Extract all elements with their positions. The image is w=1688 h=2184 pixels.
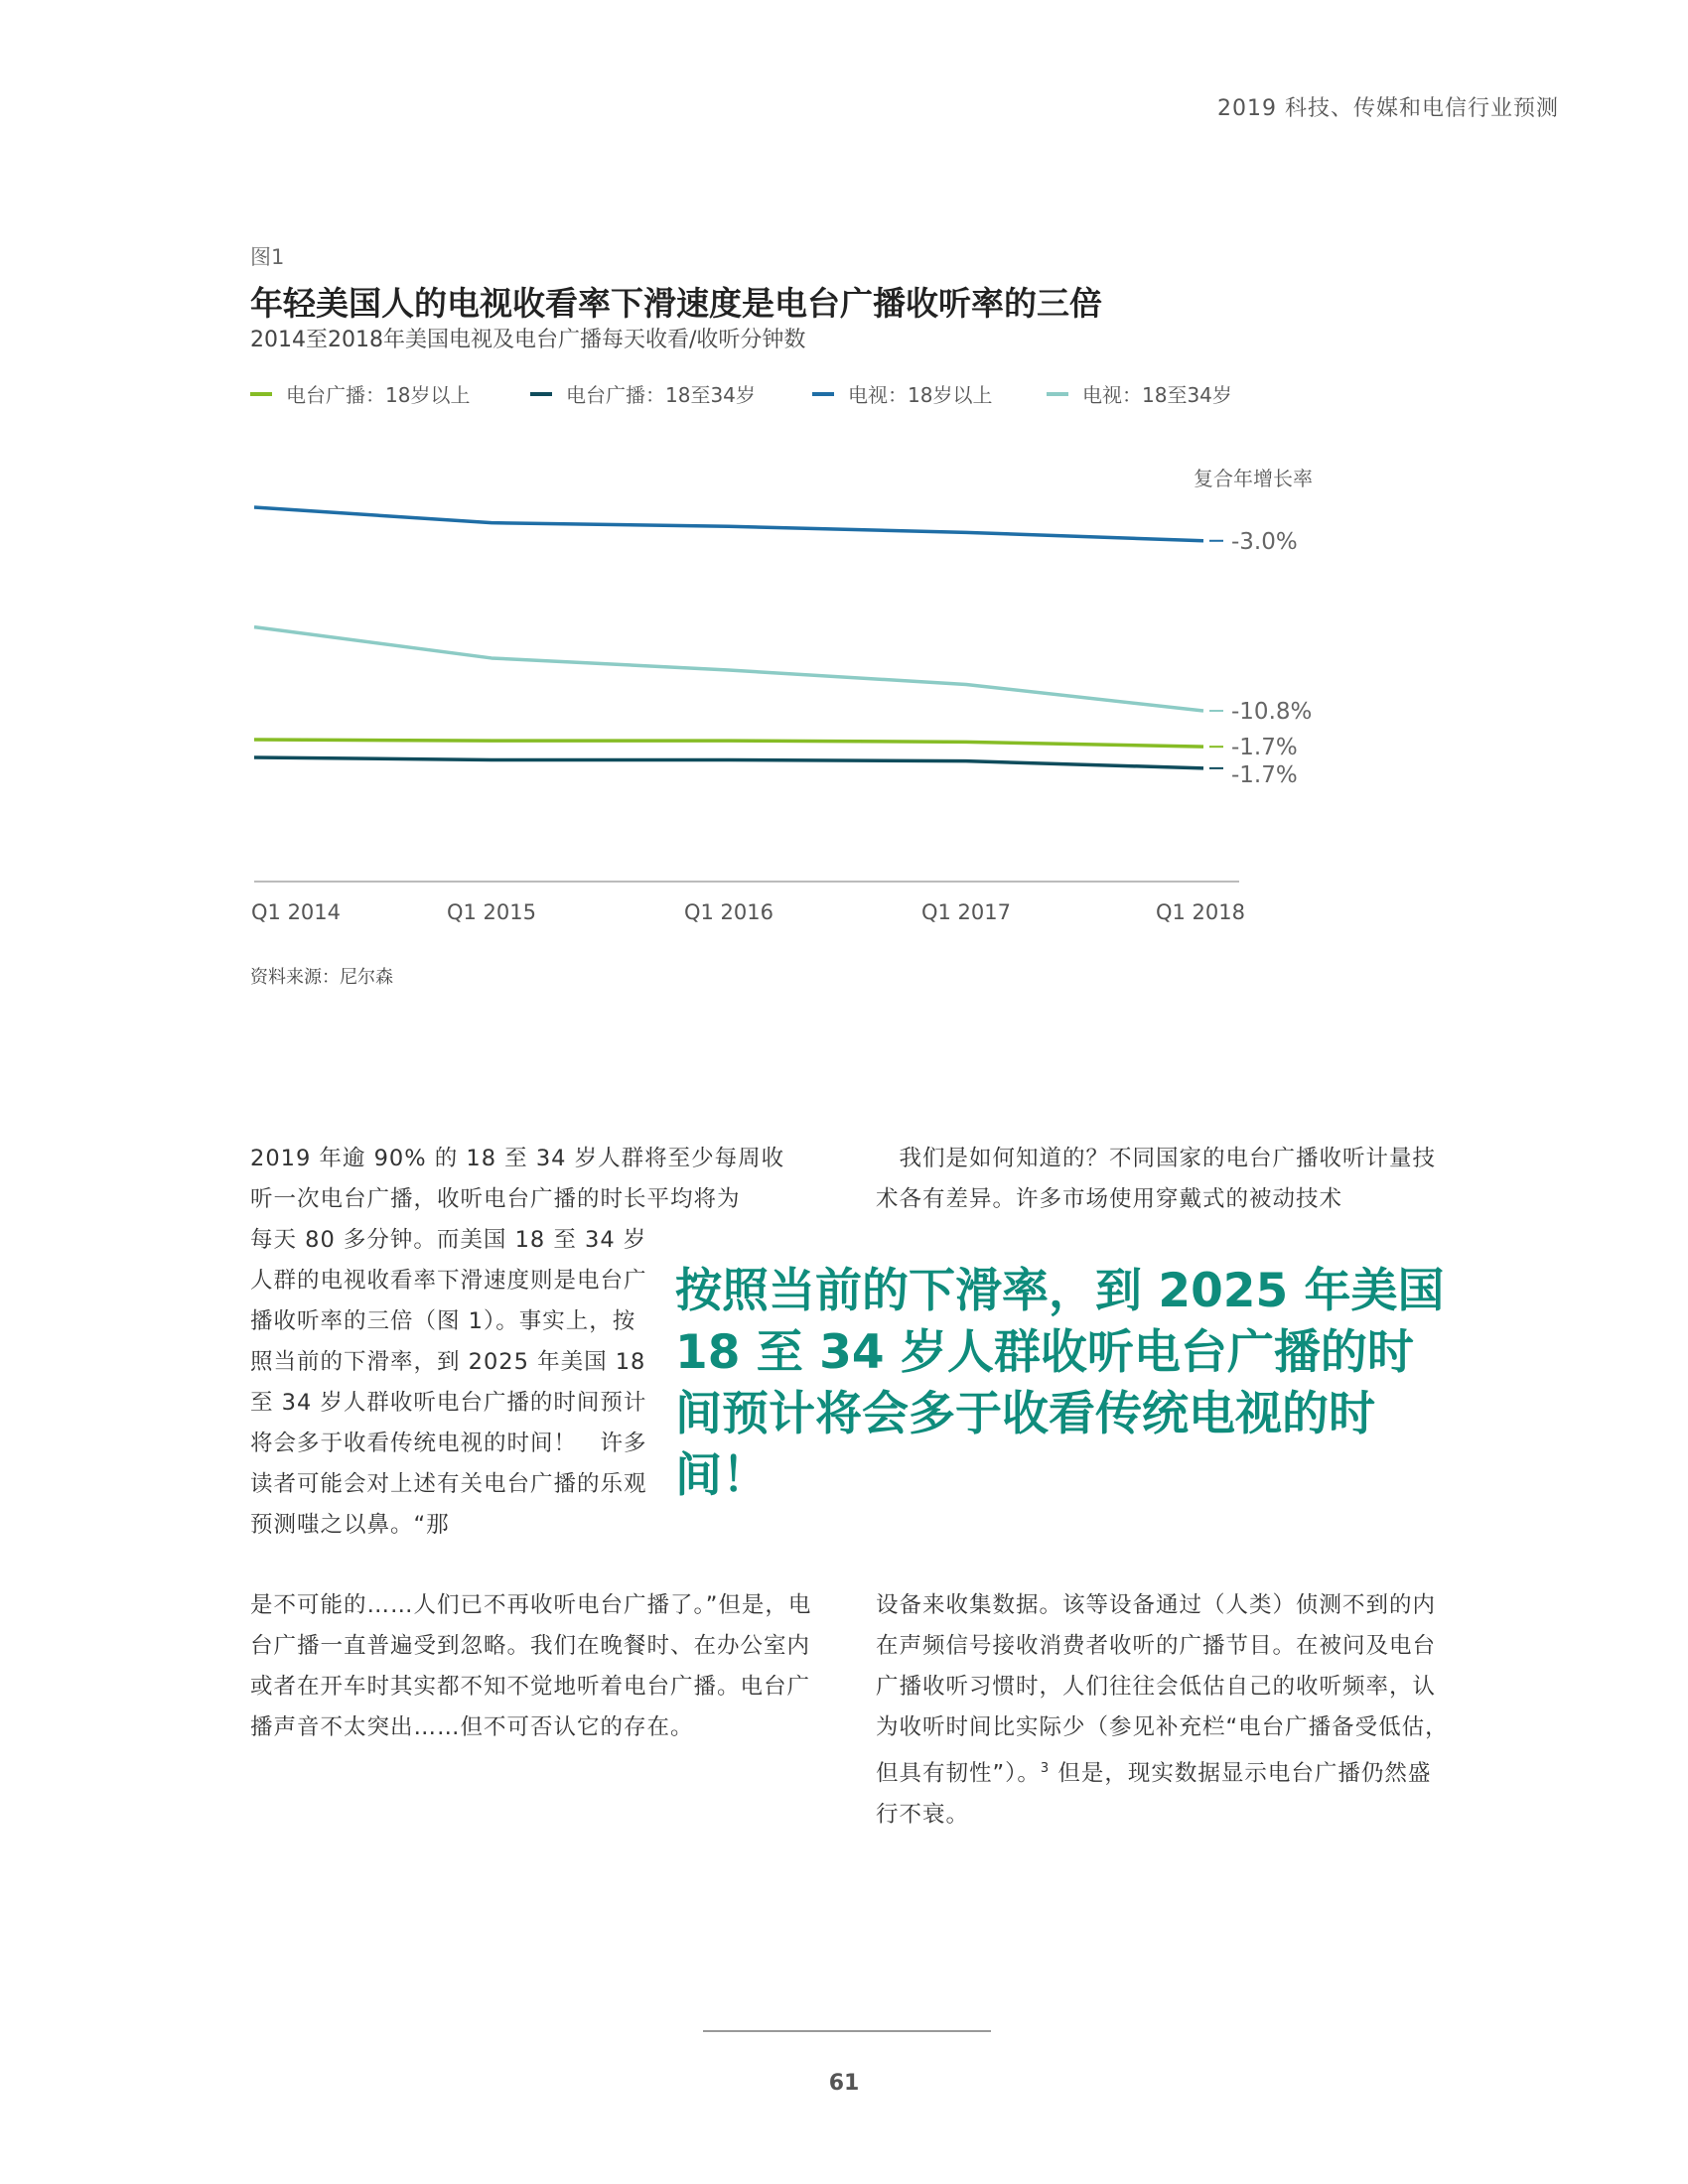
- series-line: [254, 740, 1203, 747]
- page-number: 61: [828, 2071, 860, 2096]
- x-tick-label: Q1 2017: [920, 900, 1012, 924]
- legend-label: 电台广播：18至34岁: [566, 383, 756, 407]
- legend-label: 电视：18至34岁: [1082, 383, 1232, 407]
- x-tick-label: Q1 2016: [683, 900, 774, 924]
- legend-label: 电视：18岁以上: [848, 383, 993, 407]
- body-text-right-bottom: [876, 1585, 1452, 1836]
- x-tick-label: Q1 2015: [446, 900, 537, 924]
- figure-label: 图1: [250, 245, 285, 269]
- paragraph: [876, 1585, 1452, 1836]
- paragraph-text-end: 但是，现实数据显示电台广播仍然盛行不衰。: [876, 1760, 1432, 1828]
- series-line: [254, 507, 1203, 541]
- body-text-left-narrow: [250, 1220, 657, 1546]
- paragraph: 是不可能的……人们已不再收听电台广播了。”但是，电台广播一直普遍受到忽略。我们在晚餐时、在办公室内或者在开车时其实都不知不觉地听着电台广播。电台广播声音不太突出……但不可否认它的存在。: [250, 1592, 812, 1740]
- cagr-header: 复合年增长率: [1194, 467, 1313, 490]
- x-tick-label: Q1 2018: [1155, 900, 1245, 924]
- body-text-left-top: [250, 1139, 806, 1220]
- line-chart: [0, 0, 1688, 953]
- end-value-label: -1.7%: [1231, 735, 1298, 761]
- footnote-ref[interactable]: 3: [1040, 1761, 1051, 1776]
- figure-subtitle: 2014至2018年美国电视及电台广播每天收看/收听分钟数: [250, 328, 806, 352]
- pull-quote: 按照当前的下滑率，到 2025 年美国 18 至 34 岁人群收听电台广播的时间预计将会多于收看传统电视的时间！: [675, 1264, 1445, 1503]
- running-header: 2019 科技、传媒和电信行业预测: [1217, 96, 1559, 121]
- legend-label: 电台广播：18岁以上: [286, 383, 471, 407]
- body-text-right-top: [876, 1139, 1452, 1220]
- x-tick-label: Q1 2014: [251, 900, 342, 924]
- series-line: [254, 757, 1203, 768]
- paragraph: 2019 年逾 90% 的 18 至 34 岁人群将至少每周收听一次电台广播，收听电台广播的时长平均将为: [250, 1146, 785, 1212]
- paragraph: 每天 80 多分钟。而美国 18 至 34 岁人群的电视收看率下滑速度则是电台广播收听率的三倍（图 1）。事实上，按照当前的下滑率，到 2025 年美国 18 至 34 岁人群收听电台广播的时间预计将会多于收看传统电视的时间！ 许多读者可能会对上述有关电台广播的乐观预测嗤之以鼻。“那: [250, 1227, 647, 1538]
- figure-title: 年轻美国人的电视收看率下滑速度是电台广播收听率的三倍: [250, 284, 1102, 323]
- body-text-left-bottom: [250, 1585, 826, 1748]
- source-note: 资料来源：尼尔森: [250, 967, 393, 988]
- paragraph: 我们是如何知道的？不同国家的电台广播收听计量技术各有差异。许多市场使用穿戴式的被动技术: [876, 1146, 1437, 1212]
- footer-divider: [703, 2030, 991, 2032]
- end-value-label: -3.0%: [1231, 528, 1298, 555]
- end-value-label: -10.8%: [1231, 699, 1313, 725]
- paragraph-text: 设备来收集数据。该等设备通过（人类）侦测不到的内在声频信号接收消费者收听的广播节目。在被问及电台广播收听习惯时，人们往往会低估自己的收听频率，认为收听时间比实际少（参见补充栏“电台广播备受低估，但具有韧性”）。: [876, 1592, 1449, 1787]
- end-value-label: -1.7%: [1231, 762, 1298, 789]
- series-line: [254, 627, 1203, 711]
